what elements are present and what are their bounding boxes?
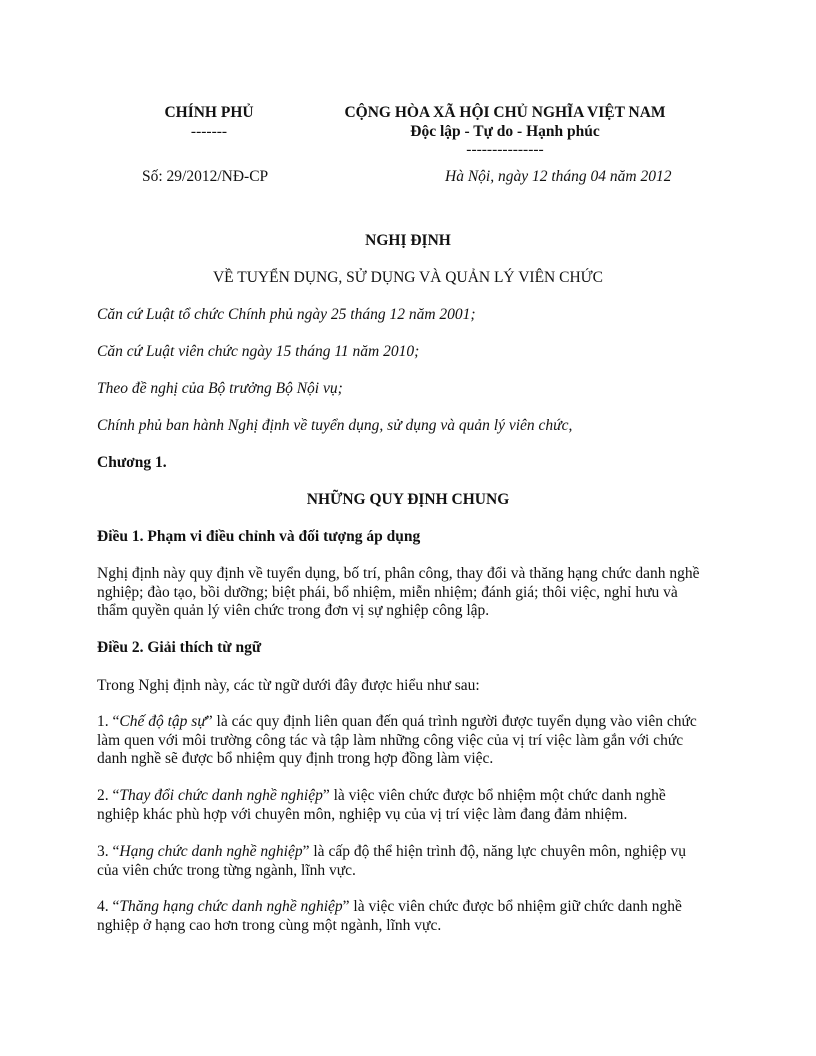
preamble-line [97,306,727,325]
body-line: nghiệp; đào tạo, bồi dưỡng; biệt phái, bổ nhiệm, miễn nhiệm; đánh giá; thôi việc, nghỉ hưu và [97,583,678,601]
article-1-body [97,565,727,621]
body-line: làm quen với môi trường công tác và tập làm những công việc của vị trí việc làm gắn với chức [97,731,684,749]
place-date-text: Hà Nội, ngày 12 tháng 04 năm 2012 [445,168,672,185]
body-line: danh nghề sẽ được bổ nhiệm quy định trong hợp đồng làm việc. [97,750,494,767]
preamble-line [97,417,727,436]
item-prefix: 4. “ [97,898,120,915]
document-title: NGHỊ ĐỊNH [365,232,451,249]
place-date [445,168,671,187]
body-line: thẩm quyền quản lý viên chức trong đơn vị sự nghiệp công lập. [97,602,490,619]
definition-first-line [97,787,727,806]
definition-item-1 [97,713,727,769]
preamble-text: Chính phủ ban hành Nghị định về tuyển dụng, sử dụng và quản lý viên chức, [97,417,573,434]
issuer-name: CHÍNH PHỦ [164,104,254,121]
motto-rule: --------------- [466,141,544,158]
item-rest: ” là các quy định liên quan đến quá trình người được tuyển dụng vào viên chức [205,713,697,730]
body-line: của viên chức trong từng ngành, lĩnh vực. [97,861,356,879]
defined-term: Chế độ tập sự [119,713,206,730]
definition-first-line [97,843,727,862]
definition-item-3 [97,843,727,880]
preamble-text: Căn cứ Luật viên chức ngày 15 tháng 11 năm 2010; [97,343,420,360]
national-motto-block [320,104,690,160]
preamble-text: Căn cứ Luật tổ chức Chính phủ ngày 25 tháng 12 năm 2001; [97,306,476,323]
chapter-title: NHỮNG QUY ĐỊNH CHUNG [306,491,510,508]
preamble-line [97,380,727,399]
body-line: nghiệp ở hạng cao hơn trong cùng một ngành, lĩnh vực. [97,916,442,934]
chapter-label: Chương 1. [97,454,167,471]
definition-item-2 [97,787,727,824]
defined-term: Thay đổi chức danh nghề nghiệp [119,787,323,804]
preamble-text: Theo đề nghị của Bộ trưởng Bộ Nội vụ; [97,380,343,397]
defined-term: Thăng hạng chức danh nghề nghiệp [119,898,343,915]
item-prefix: 1. “ [97,713,120,730]
article-1-heading: Điều 1. Phạm vi điều chỉnh và đối tượng áp dụng [97,528,421,545]
definition-first-line [97,713,727,732]
definition-first-line [97,898,727,917]
body-line: Nghị định này quy định về tuyển dụng, bố trí, phân công, thay đổi và thăng hạng chức danh nghề [97,565,700,582]
article-2-intro: Trong Nghị định này, các từ ngữ dưới đây được hiểu như sau: [97,677,480,694]
defined-term: Hạng chức danh nghề nghiệp [119,843,303,860]
preamble-line [97,343,727,362]
document-subtitle: VỀ TUYỂN DỤNG, SỬ DỤNG VÀ QUẢN LÝ VIÊN CHỨC [212,269,604,286]
article-2-heading: Điều 2. Giải thích từ ngữ [97,639,262,656]
definition-item-4 [97,898,727,935]
document-number: Số: 29/2012/NĐ-CP [142,168,269,185]
issuer-rule: ------- [190,122,228,140]
body-line: nghiệp khác phù hợp với chuyên môn, nghiệp vụ của vị trí việc làm đang đảm nhiệm. [97,805,628,823]
item-rest: ” là cấp độ thể hiện trình độ, năng lực chuyên môn, nghiệp vụ [302,843,686,860]
item-rest: ” là việc viên chức được bổ nhiệm một chức danh nghề [322,787,666,804]
country-name: CỘNG HÒA XÃ HỘI CHỦ NGHĨA VIỆT NAM [344,104,666,121]
item-rest: ” là việc viên chức được bổ nhiệm giữ chức danh nghề [342,898,682,915]
issuer-block [130,104,288,141]
item-prefix: 2. “ [97,787,120,804]
motto: Độc lập - Tự do - Hạnh phúc [410,122,600,140]
item-prefix: 3. “ [97,843,120,860]
